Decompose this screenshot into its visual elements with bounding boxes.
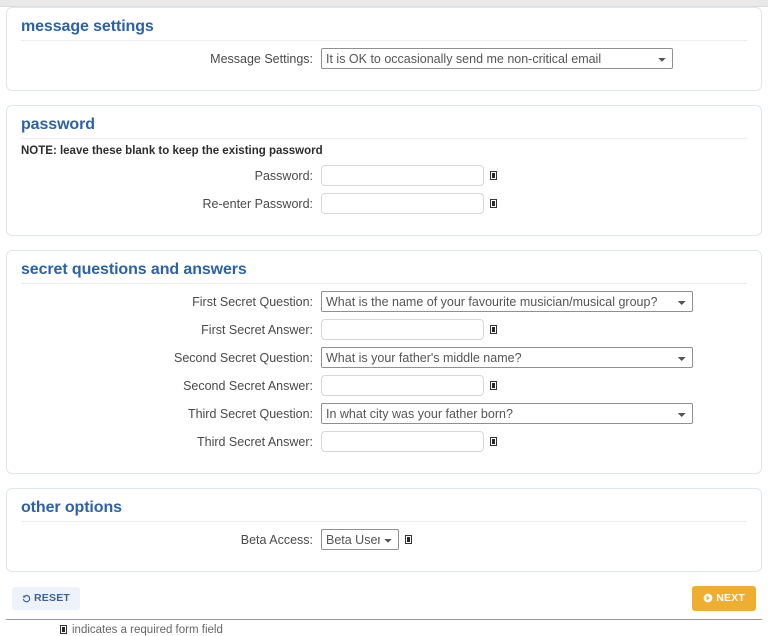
next-button-label: NEXT <box>716 592 745 604</box>
form-row <box>21 375 747 396</box>
form-row <box>21 48 747 69</box>
panel-legend: other options <box>21 499 747 522</box>
field-area <box>321 165 747 186</box>
field-area <box>321 529 747 550</box>
field-label: Second Secret Question: <box>174 350 313 365</box>
form-row <box>21 165 747 186</box>
field-label: Re-enter Password: <box>202 196 313 211</box>
select-first-secret-question[interactable] <box>321 291 693 312</box>
form-row <box>21 319 747 340</box>
panel-legend: message settings <box>21 18 747 41</box>
field-area <box>321 375 747 396</box>
reset-button-label: RESET <box>34 592 71 604</box>
form-row <box>21 193 747 214</box>
form-row <box>21 529 747 550</box>
field-area <box>321 291 747 312</box>
form-row <box>21 431 747 452</box>
field-label: Message Settings: <box>210 51 313 66</box>
field-label: Password: <box>254 168 313 183</box>
field-label: First Secret Answer: <box>201 322 313 337</box>
input-re-enter-password[interactable] <box>321 193 484 214</box>
required-field-icon <box>405 535 412 544</box>
select-second-secret-question[interactable] <box>321 347 693 368</box>
panel-legend: password <box>21 116 747 139</box>
required-field-icon <box>490 199 497 208</box>
field-area <box>321 403 747 424</box>
select-third-secret-question[interactable] <box>321 403 693 424</box>
field-area <box>321 319 747 340</box>
form-row <box>21 347 747 368</box>
field-label: Beta Access: <box>240 532 313 547</box>
field-label: Second Secret Answer: <box>183 378 313 393</box>
field-area <box>321 193 747 214</box>
form-actions-bar <box>6 586 762 611</box>
panel-legend: secret questions and answers <box>21 261 747 284</box>
select-beta-access[interactable] <box>321 529 399 550</box>
input-password[interactable] <box>321 165 484 186</box>
next-button[interactable] <box>692 586 756 611</box>
input-second-secret-answer[interactable] <box>321 375 484 396</box>
required-field-icon <box>490 381 497 390</box>
panel-message-settings <box>6 7 762 91</box>
required-field-icon <box>60 625 67 634</box>
settings-form <box>0 7 768 636</box>
input-third-secret-answer[interactable] <box>321 431 484 452</box>
required-field-icon <box>490 171 497 180</box>
required-field-icon <box>490 325 497 334</box>
panel-secret-questions-and-answers <box>6 250 762 474</box>
undo-arrow-icon <box>22 594 31 603</box>
reset-button[interactable] <box>12 587 80 610</box>
field-area <box>321 48 747 69</box>
field-label: Third Secret Question: <box>187 406 313 421</box>
field-area <box>321 431 747 452</box>
panel-other-options <box>6 488 762 572</box>
page-top-strip <box>0 0 768 7</box>
field-label: Third Secret Answer: <box>196 434 313 449</box>
panel-password <box>6 105 762 236</box>
form-row <box>21 403 747 424</box>
required-field-icon <box>490 437 497 446</box>
required-field-note-text: indicates a required form field <box>72 623 223 636</box>
field-area <box>321 347 747 368</box>
required-field-note <box>6 620 762 636</box>
field-label: First Secret Question: <box>192 294 313 309</box>
circle-arrow-icon <box>703 593 713 603</box>
panel-note: NOTE: leave these blank to keep the existing password <box>21 145 323 157</box>
select-message-settings[interactable] <box>321 48 673 69</box>
form-row <box>21 291 747 312</box>
sections-container <box>6 7 762 572</box>
input-first-secret-answer[interactable] <box>321 319 484 340</box>
